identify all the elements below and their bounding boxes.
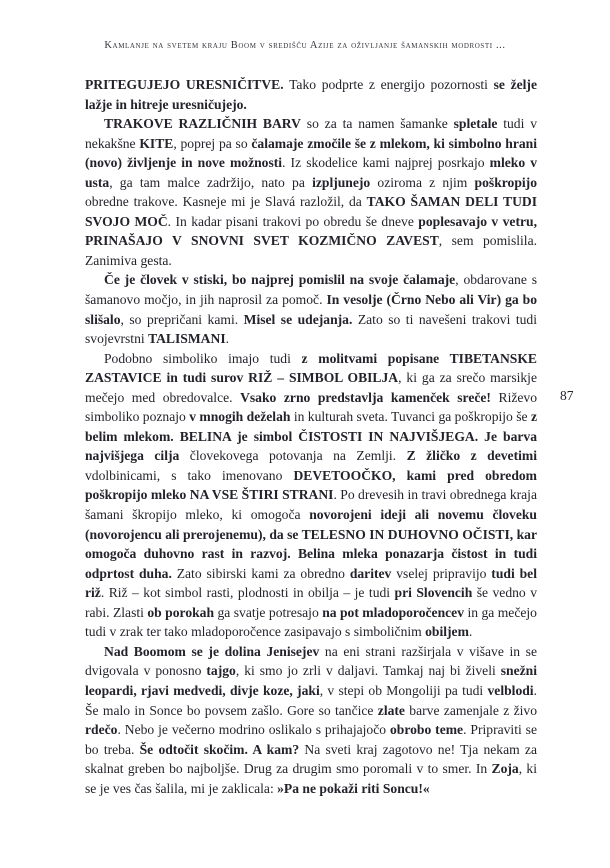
bold-text-run: tajgo	[206, 663, 236, 679]
text-run: . Riž – kot simbol rasti, plodnosti in obilja – je tudi	[100, 585, 395, 601]
bold-text-run: Če je človek v stiski, bo najprej pomislil na svoje čalamaje	[104, 272, 456, 288]
body-text	[85, 75, 537, 798]
bold-text-run: tudi bel riž	[85, 565, 537, 601]
bold-text-run: se želje lažje in hitreje uresničujejo.	[85, 77, 537, 112]
bold-text-run: TALISMANI	[148, 331, 226, 347]
text-run: .	[225, 331, 230, 347]
text-run: Zato sibirski kami za obredno	[171, 565, 350, 581]
paragraph	[85, 114, 537, 270]
text-run: vdolbinicami, s tako imenovano	[85, 467, 294, 483]
bold-text-run: velblodi	[487, 682, 534, 698]
text-run: . Pripraviti se bo treba.	[85, 722, 537, 757]
text-run: tudi v nekakšne	[85, 116, 537, 151]
text-run: , ki smo jo zrli v daljavi. Tamkaj naj bi živeli	[235, 663, 501, 679]
text-run: , ga tam malce zadržijo, nato pa	[109, 174, 313, 190]
bold-text-run: mleko v usta	[85, 155, 538, 190]
paragraph	[85, 349, 537, 642]
bold-text-run: poplesavajo v vetru, PRINAŠAJO V SNOVNI SVET KOZMIČNO ZAVEST	[85, 213, 537, 249]
bold-text-run: »Pa ne pokaži riti Soncu!«	[277, 780, 430, 796]
paragraph	[85, 75, 537, 114]
bold-text-run: obrobo teme	[389, 722, 464, 738]
bold-text-run: čalamaje zmočile še z mlekom, ki simbolno hrani (novo) življenje in nove možnosti	[85, 135, 537, 171]
text-run: , ki se je ves čas šalila, mi je zaklicala:	[85, 761, 537, 796]
text-run: barve zamenjale z živo	[404, 702, 537, 718]
bold-text-run: TRAKOVE RAZLIČNIH BARV	[104, 116, 301, 132]
bold-text-run: rdečo	[85, 722, 118, 738]
running-head: Kamlanje na svetem kraju Boom v središču Azije za oživljanje šamanskih modrosti ...	[104, 40, 506, 51]
text-run: ga svatje potresajo	[214, 604, 323, 620]
paragraph	[85, 642, 537, 798]
bold-text-run: daritev	[349, 565, 392, 581]
bold-text-run: Misel se udejanja.	[243, 311, 353, 327]
bold-text-run: z belim mlekom. BELINA je simbol ČISTOSTI IN NAJVIŠJEGA. Je barva najvišjega cilja	[85, 409, 538, 464]
text-run: Na sveti kraj zagotovo ne! Tja nekam za skalnat greben bo najboljše. Drug za drugim smo poromali v to smer. In	[85, 741, 537, 777]
bold-text-run: Z žličko z devetimi	[406, 448, 537, 464]
paragraph	[85, 270, 537, 348]
page-number: 87	[560, 388, 574, 403]
text-run: . Po drevesih in travi obrednega kraja šamani škropijo mleko, ki omogoča	[85, 487, 537, 523]
bold-text-run: Zoja	[491, 761, 519, 777]
text-run: Riževo simboliko poznajo	[85, 389, 538, 425]
text-run: in kulturah sveta. Tuvanci ga poškropijo še	[290, 409, 531, 425]
text-run: še vedno v rabi. Zlasti	[85, 585, 537, 620]
text-run: Tako podprte z energijo pozornosti	[283, 77, 494, 92]
text-run: na eni strani razširjala v višave in se dvigovala v ponosno	[85, 643, 537, 679]
text-run: Zato so ti navešeni trakovi tudi svojevrstni	[85, 311, 537, 347]
bold-text-run: na pot mladoporočencev	[322, 604, 464, 620]
text-run: oziroma z njim	[370, 174, 475, 190]
text-run: Podobno simboliko imajo tudi	[104, 350, 302, 366]
text-run: obredne trakove. Kasneje mi je Slavá razložil, da	[85, 194, 367, 210]
text-run: . Še malo in Sonce bo povsem zašlo. Gore so tančice	[85, 682, 537, 718]
bold-text-run: TAKO ŠAMAN DELI TUDI SVOJO MOČ	[85, 194, 537, 229]
text-run: , obdarovane s šamanovo močjo, in jih naprosil za pomoč.	[85, 272, 537, 308]
bold-text-run: obiljem	[425, 624, 469, 640]
text-run: , v stepi ob Mongoliji pa tudi	[319, 682, 488, 698]
bold-text-run: Še odtočit skočim. A kam?	[139, 741, 300, 757]
text-run: . Iz skodelice kami najprej posrkajo	[282, 155, 490, 171]
bold-text-run: izpljunejo	[312, 174, 371, 190]
bold-text-run: DEVETOOČKO, kami pred obredom poškropijo mleko NA VSE ŠTIRI STRANI	[85, 467, 537, 503]
bold-text-run: snežni leopardi, rjavi medvedi, divje koze, jaki	[85, 663, 537, 698]
text-run: so za ta namen šamanke	[300, 116, 454, 132]
bold-text-run: ob porokah	[147, 604, 215, 620]
bold-text-run: poškropijo	[474, 174, 537, 190]
bold-text-run: z molitvami popisane TIBETANSKE ZASTAVICE in tudi surov RIŽ – SIMBOL OBILJA	[85, 350, 537, 386]
bold-text-run: PRITEGUJEJO URESNIČITVE.	[85, 77, 284, 92]
text-run: . Nebo je večerno modrino oslikalo s prihajajočo	[117, 722, 390, 738]
bold-text-run: pri Slovencih	[394, 585, 473, 601]
text-run: , so prepričani kami.	[120, 311, 244, 327]
bold-text-run: zlate	[377, 702, 405, 718]
bold-text-run: KITE	[139, 135, 174, 151]
text-run: človekovega potovanja na Zemlji.	[179, 448, 407, 464]
text-run: , sem pomislila. Zanimiva gesta.	[85, 233, 538, 268]
bold-text-run: novorojeni ideji ali novemu človeku (novorojencu ali prerojenemu), da se TELESNO IN DUHOVNO OČISTI, kar omogoča duhovno rast in razvoj. Belina mleka ponazarja čistost in tudi odprtost duha.	[85, 507, 537, 581]
bold-text-run: In vesolje (Črno Nebo ali Vir) ga bo slišalo	[85, 292, 538, 327]
bold-text-run: v mnogih deželah	[189, 409, 291, 425]
text-run: , ki ga za srečo marsikje mečejo med obredovalce.	[85, 370, 537, 405]
text-run: vselej pripravijo	[391, 565, 492, 581]
bold-text-run: Nad Boomom se je dolina Jenisejev	[104, 643, 320, 659]
text-run: in ga mečejo tudi v zrak ter tako mladoporočence zasipavajo s simboličnim	[85, 604, 537, 640]
bold-text-run: Vsako zrno predstavlja kamenček sreče!	[240, 389, 491, 405]
bold-text-run: spletale	[453, 116, 498, 132]
text-run: .	[468, 624, 473, 640]
text-run: . In kadar pisani trakovi po obredu še dneve	[167, 213, 419, 229]
text-run: , poprej pa so	[173, 135, 252, 151]
